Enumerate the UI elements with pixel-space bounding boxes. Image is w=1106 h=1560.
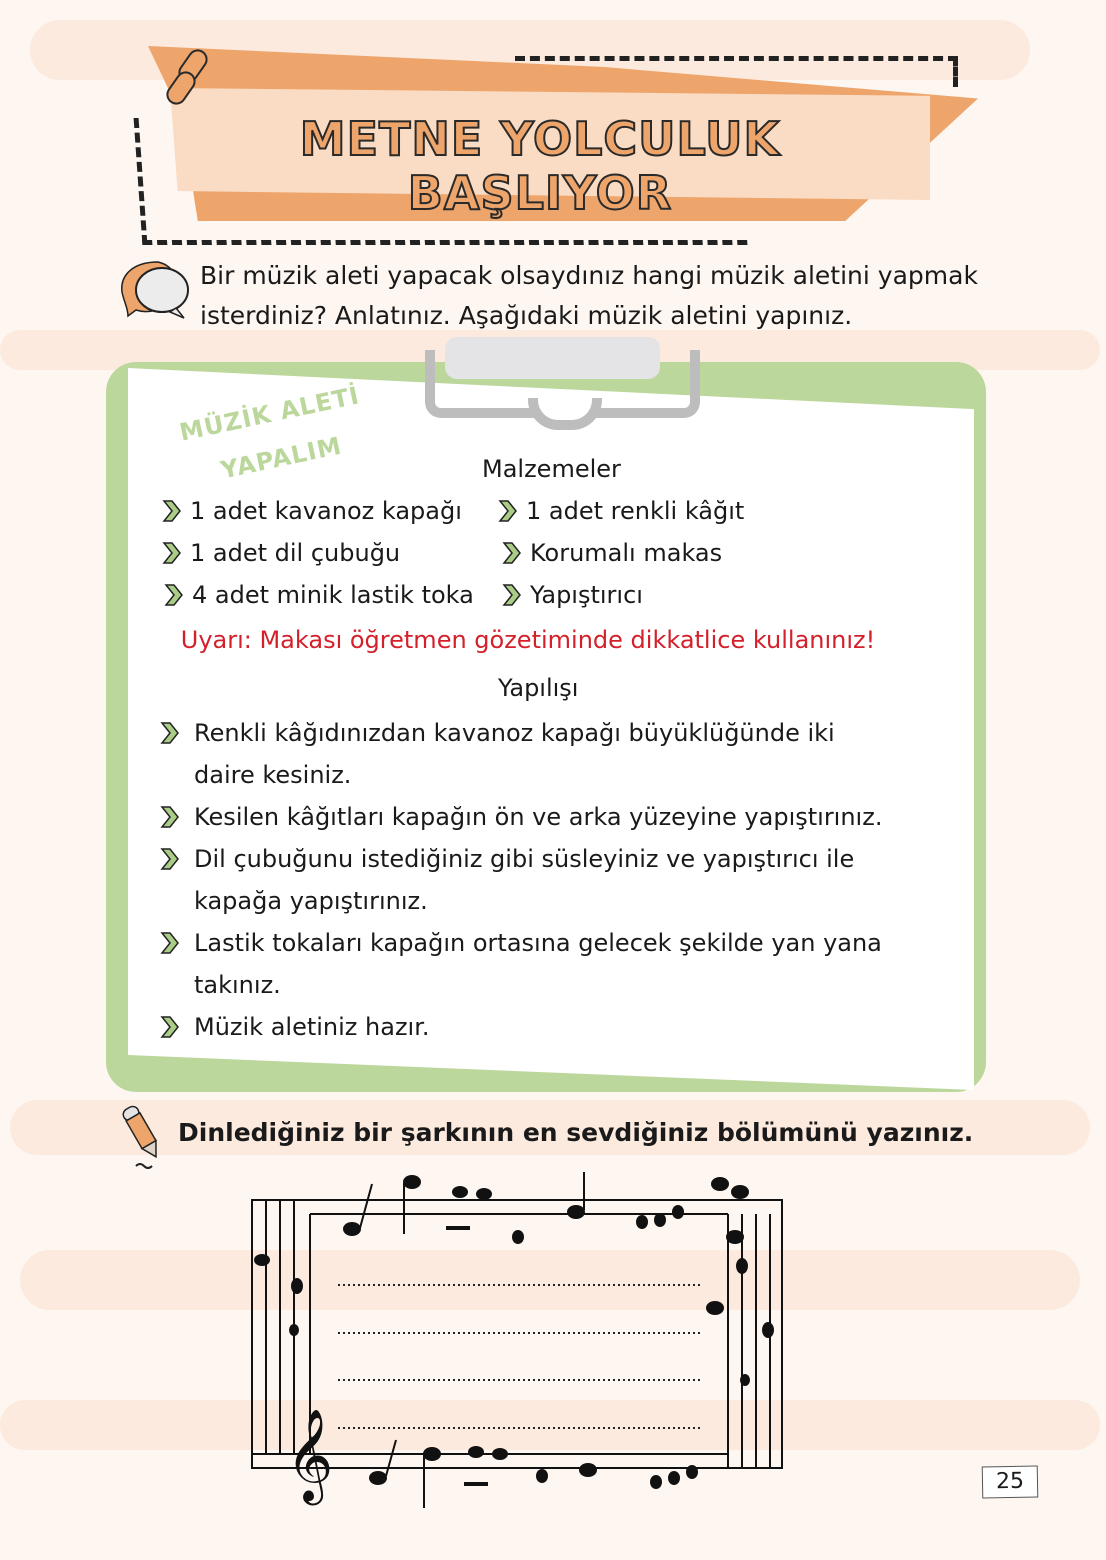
material-item: Korumalı makas bbox=[502, 539, 722, 567]
svg-text:𝄞: 𝄞 bbox=[286, 1408, 334, 1501]
activity-stamp-line1: MÜZİK ALETİ bbox=[177, 381, 363, 447]
clip-top bbox=[445, 337, 660, 379]
pencil-icon bbox=[122, 1100, 166, 1172]
chevron-right-icon bbox=[498, 499, 518, 523]
speech-bubbles-icon bbox=[118, 258, 190, 322]
chevron-right-icon bbox=[502, 541, 522, 565]
material-item: Yapıştırıcı bbox=[502, 581, 643, 609]
material-item: 1 adet renkli kâğıt bbox=[498, 497, 744, 525]
intro-question: Bir müzik aleti yapacak olsaydınız hangi müzik aletini yapmak isterdiniz? Anlatınız. Aşağıdaki müzik aletini yapınız. bbox=[200, 261, 978, 330]
step-item: Renkli kâğıdınızdan kavanoz kapağı büyüklüğünde iki daire kesiniz. bbox=[160, 712, 900, 796]
page-number: 25 bbox=[982, 1466, 1039, 1499]
material-item: 4 adet minik lastik toka bbox=[164, 581, 474, 609]
chevron-right-icon bbox=[160, 805, 180, 829]
dashed-border-top bbox=[515, 56, 958, 87]
safety-warning: Uyarı: Makası öğretmen gözetiminde dikkatlice kullanınız! bbox=[180, 626, 876, 654]
banner-title: METNE YOLCULUK BAŞLIYOR bbox=[299, 112, 781, 220]
chevron-right-icon bbox=[502, 583, 522, 607]
step-item: Dil çubuğunu istediğiniz gibi süsleyiniz ve yapıştırıcı ile kapağa yapıştırınız. bbox=[160, 838, 900, 922]
chevron-right-icon bbox=[160, 931, 180, 955]
chevron-right-icon bbox=[162, 541, 182, 565]
chevron-right-icon bbox=[160, 721, 180, 745]
chevron-right-icon bbox=[162, 499, 182, 523]
step-item: Lastik tokaları kapağın ortasına gelecek şekilde yan yana takınız. bbox=[160, 922, 900, 1006]
chevron-right-icon bbox=[160, 1015, 180, 1039]
chevron-right-icon bbox=[160, 847, 180, 871]
activity-stamp-line2: YAPALIM bbox=[218, 431, 345, 485]
chain-link-icon bbox=[162, 45, 232, 115]
music-notes-frame bbox=[250, 1170, 795, 1510]
material-item: 1 adet dil çubuğu bbox=[162, 539, 400, 567]
materials-title: Malzemeler bbox=[482, 455, 621, 483]
writing-prompt: Dinlediğiniz bir şarkının en sevdiğiniz bölümünü yazınız. bbox=[178, 1118, 974, 1147]
step-item: Müzik aletiniz hazır. bbox=[160, 1006, 900, 1048]
step-item: Kesilen kâğıtları kapağın ön ve arka yüzeyine yapıştırınız. bbox=[160, 796, 900, 838]
material-item: 1 adet kavanoz kapağı bbox=[162, 497, 462, 525]
steps-title: Yapılışı bbox=[498, 674, 579, 702]
chevron-right-icon bbox=[164, 583, 184, 607]
